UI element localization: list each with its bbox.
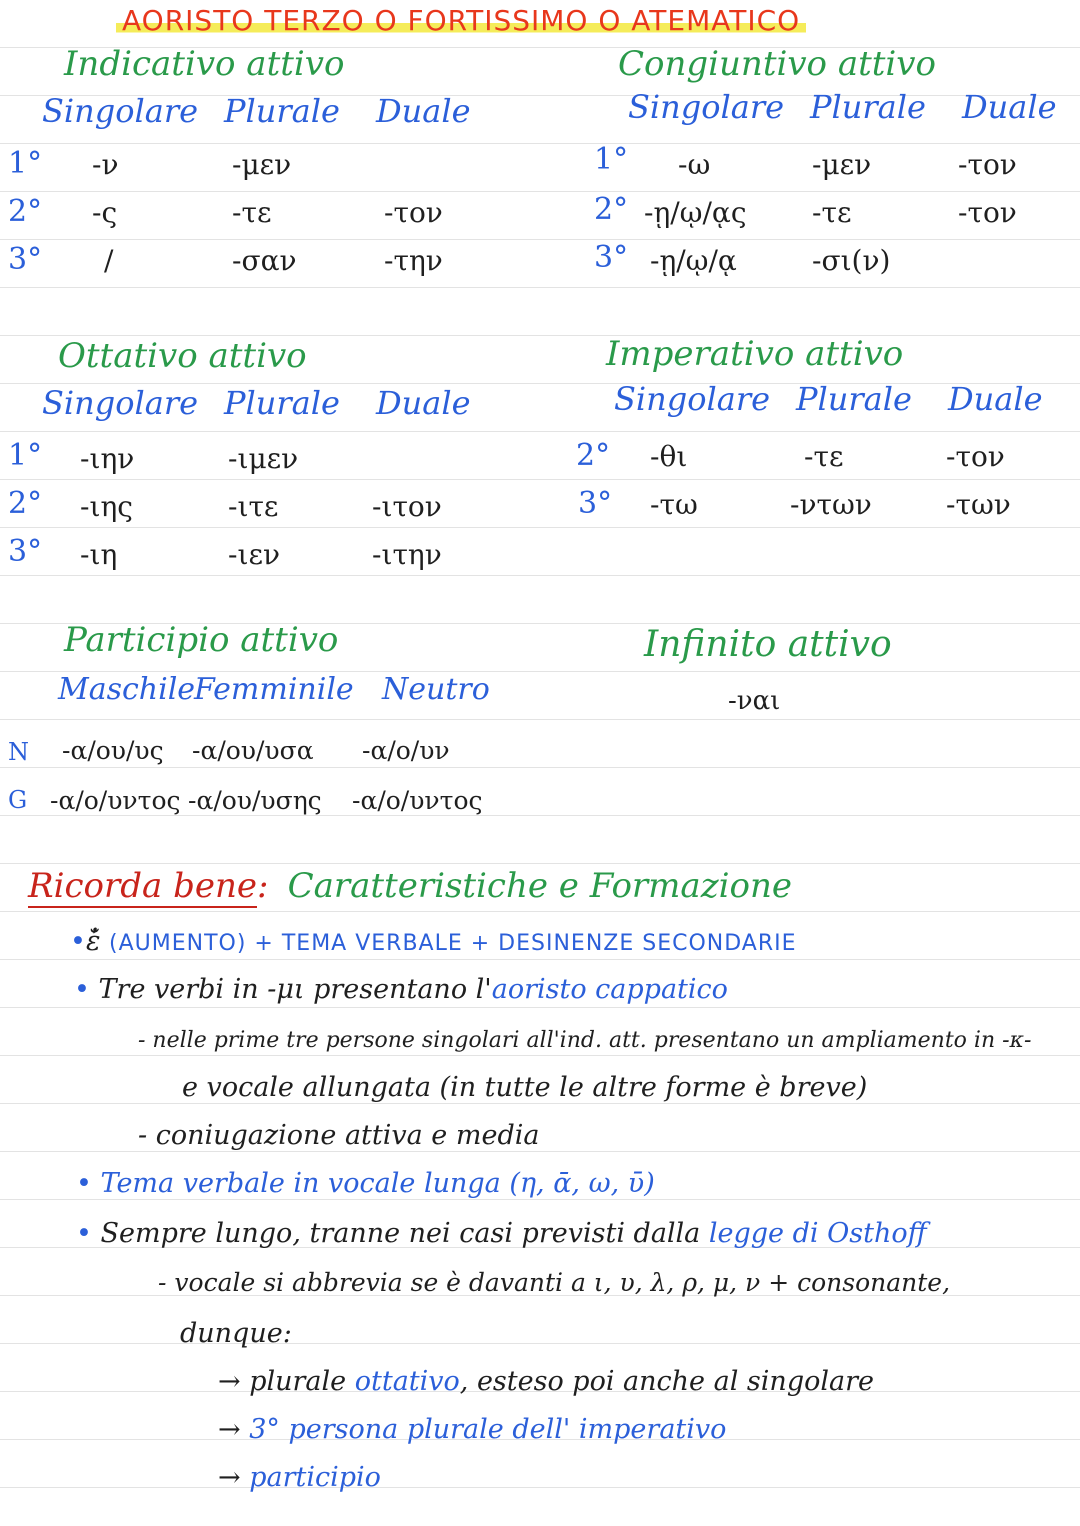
augment-letter: ἐ̆ (85, 926, 101, 957)
person-number: 3° (8, 242, 43, 277)
ending-dual: -ιτην (372, 538, 442, 571)
legge-osthoff-term: legge di Osthoff (708, 1218, 927, 1249)
col-plurale: Plurale (224, 92, 340, 130)
ending-plural: -τε (804, 440, 844, 473)
col-duale: Duale (376, 384, 471, 422)
imperativo-heading: Imperativo attivo (606, 334, 904, 374)
ending-singular: -ῃ/ῳ/ᾳ (650, 244, 737, 277)
ending-singular: -ιης (80, 490, 133, 523)
col-duale: Duale (948, 380, 1043, 418)
arrow-item (218, 1366, 874, 1397)
plurale-term: plurale (406, 1414, 504, 1445)
ending-singular: -ιην (80, 442, 135, 475)
arrow-icon: → (218, 1414, 241, 1445)
person-number: 1° (594, 142, 629, 177)
arrow-text: dell' (503, 1414, 579, 1445)
ricorda-heading-red: Ricorda bene (28, 866, 257, 906)
col-singolare: Singolare (42, 92, 199, 130)
indicativo-heading: Indicativo attivo (64, 44, 345, 84)
ending-singular: -ν (92, 148, 119, 181)
person-number: 2° (576, 438, 611, 473)
arrow-text-rest: , esteso poi anche al singolare (459, 1366, 874, 1397)
ending-feminine: -α/ου/υσης (188, 786, 322, 815)
ending-plural: -ντων (790, 488, 872, 521)
ottativo-term: ottativo (354, 1366, 460, 1397)
bullet-sempre-lungo (76, 1218, 927, 1249)
ending-plural: -τε (812, 196, 852, 229)
ending-plural: -ιτε (228, 490, 279, 523)
formula-text: (AUMENTO) + TEMA VERBALE + DESINENZE SECONDARIE (109, 931, 797, 956)
ending-singular: -ιη (80, 538, 118, 571)
ending-singular: -ς (92, 196, 118, 229)
ending-dual: -τον (958, 148, 1017, 181)
col-plurale: Plurale (224, 384, 340, 422)
col-plurale: Plurale (810, 88, 926, 126)
col-singolare: Singolare (628, 88, 785, 126)
person-number: 2° (8, 194, 43, 229)
infinito-heading: Infinito attivo (644, 624, 892, 665)
person-number: 2° (8, 486, 43, 521)
bullet-text: Sempre lungo, tranne nei casi previsti dalla (100, 1218, 709, 1249)
ending-plural: -μεν (232, 148, 292, 181)
ending-plural: -τε (232, 196, 272, 229)
congiuntivo-heading: Congiuntivo attivo (618, 44, 936, 84)
ending-plural: -ιμεν (228, 442, 299, 475)
ending-plural: -ιεν (228, 538, 280, 571)
ricorda-heading (28, 866, 792, 906)
bullet-dot: • (70, 926, 86, 957)
ending-dual: -τον (946, 440, 1005, 473)
sub-item: - nelle prime tre persone singolari all'ind. att. presentano un ampliamento in -κ- (138, 1028, 1032, 1053)
sub-item: - coniugazione attiva e media (138, 1120, 540, 1151)
person-number: 2° (594, 192, 629, 227)
arrow-item (218, 1414, 726, 1445)
ending-singular: -ω (678, 148, 711, 181)
ending-neuter: -α/ο/υν (362, 736, 450, 765)
case-label: G (8, 786, 28, 814)
sub-item-continued: dunque: (180, 1318, 292, 1349)
sub-item-continued: e vocale allungata (in tutte le altre forme è breve) (182, 1072, 868, 1103)
ending-dual: -των (946, 488, 1011, 521)
arrow-icon: → (218, 1462, 241, 1493)
ending-singular: -ῃ/ῳ/ᾳς (644, 196, 747, 229)
ottativo-heading: Ottativo attivo (58, 336, 307, 376)
ending-masculine: -α/ο/υντος (50, 786, 181, 815)
aoristo-cappatico-term: aoristo cappatico (491, 974, 728, 1005)
ending-feminine: -α/ου/υσα (192, 736, 314, 765)
ricorda-heading-green: Caratteristiche e Formazione (287, 866, 792, 906)
ending-plural: -μεν (812, 148, 872, 181)
terza-persona-term: 3° persona (249, 1414, 407, 1445)
ending-singular: -τω (650, 488, 698, 521)
person-number: 1° (8, 146, 43, 181)
case-label: N (8, 738, 29, 766)
ending-dual: -την (384, 244, 443, 277)
page-title: AORISTO TERZO O FORTISSIMO O ATEMATICO (116, 4, 806, 37)
person-number: 3° (594, 240, 629, 275)
col-maschile: Maschile (58, 672, 196, 707)
participio-heading: Participio attivo (64, 620, 339, 660)
col-femminile: Femminile (194, 672, 354, 707)
col-singolare: Singolare (614, 380, 771, 418)
ending-neuter: -α/ο/υντος (352, 786, 483, 815)
col-plurale: Plurale (796, 380, 912, 418)
ending-singular: -θι (650, 440, 688, 473)
person-number: 3° (8, 534, 43, 569)
sub-item: - vocale si abbrevia se è davanti a ι, υ, λ, ρ, μ, ν + consonante, (158, 1268, 951, 1297)
col-neutro: Neutro (382, 672, 490, 707)
bullet-text: Tre verbi in -μι presentano l' (98, 974, 492, 1005)
person-number: 3° (578, 486, 613, 521)
ending-plural: -σαν (232, 244, 297, 277)
col-singolare: Singolare (42, 384, 199, 422)
ending-dual: -ιτον (372, 490, 442, 523)
bullet-dot: • (76, 1168, 92, 1199)
bullet-dot: • (76, 1218, 92, 1249)
bullet-dot: • (74, 974, 90, 1005)
ending-masculine: -α/ου/υς (62, 736, 164, 765)
ending-plural: -σι(ν) (812, 244, 891, 277)
infinito-ending: -ναι (728, 686, 781, 716)
ending-dual: -τον (384, 196, 443, 229)
imperativo-term: imperativo (578, 1414, 727, 1445)
bullet-text: Tema verbale in vocale lunga (η, ᾱ, ω, ῡ) (100, 1168, 655, 1199)
bullet-tre-verbi (74, 974, 728, 1005)
ricorda-colon: : (257, 866, 269, 906)
col-duale: Duale (376, 92, 471, 130)
person-number: 1° (8, 438, 43, 473)
arrow-item (218, 1462, 381, 1493)
ending-dual: -τον (958, 196, 1017, 229)
ending-singular: / (104, 244, 114, 277)
col-duale: Duale (962, 88, 1057, 126)
arrow-text: plurale (249, 1366, 355, 1397)
arrow-icon: → (218, 1366, 241, 1397)
participio-term: participio (249, 1462, 381, 1493)
bullet-formula (70, 926, 797, 957)
bullet-tema-verbale (76, 1168, 655, 1199)
